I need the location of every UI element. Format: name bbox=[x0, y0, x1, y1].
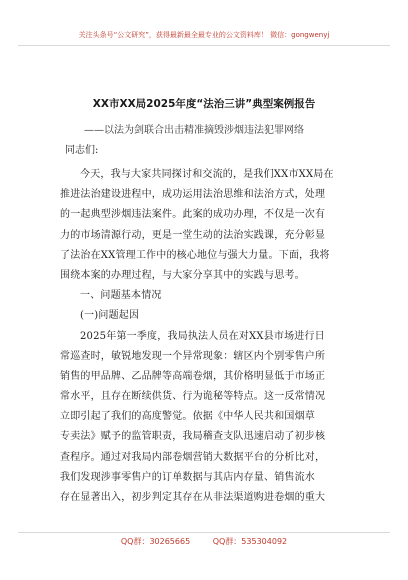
body-line: 专卖法》赋予的监管职责，我局稽查支队迅速启动了初步核 bbox=[60, 431, 326, 443]
body-line: 常水平，且存在断续供货、行为诡秘等特点。这一反常情况 bbox=[60, 391, 326, 403]
salutation: 同志们: bbox=[65, 145, 99, 156]
body-line: 围绕本案的办理过程，与大家分享其中的实践与思考。 bbox=[60, 269, 305, 281]
body-line: 的一起典型涉烟违法案件。此案的成功办理，不仅是一次有 bbox=[60, 209, 326, 221]
body-line: 我们发现涉事零售户的订单数据与其店内存量、销售流水 bbox=[60, 471, 315, 483]
body-line: 一、问题基本情况 bbox=[80, 290, 162, 302]
header-divider bbox=[18, 45, 390, 46]
body-line: 存在显著出入，初步判定其存在从非法渠道购进卷烟的重大 bbox=[60, 492, 326, 503]
body-line: (一)问题起因 bbox=[80, 310, 140, 322]
footer bbox=[0, 536, 408, 547]
footer-divider bbox=[18, 532, 390, 533]
body-line: 立即引起了我们的高度警觉。依据《中华人民共和国烟草 bbox=[60, 411, 315, 423]
document-body bbox=[60, 165, 360, 508]
body-line: 力的市场清源行动，更是一堂生动的法治实践课，充分彰显 bbox=[60, 229, 326, 241]
body-line: 今天，我与大家共同探讨和交流的，是我们XX市XX局在 bbox=[80, 169, 334, 180]
header-banner[interactable]: 关注头条号“公文研究”，获得最新最全最专业的公文资料库！ 微信：gongwenyj bbox=[78, 31, 330, 39]
footer-qq-group-1[interactable]: QQ群：30265665 bbox=[120, 537, 191, 546]
document-subtitle: ——以法为剑联合出击精准摘毁涉烟违法犯罪网络 bbox=[84, 125, 304, 136]
body-line: 销售的甲品牌、乙品牌等高端卷烟，其价格明显低于市场正 bbox=[60, 370, 326, 382]
body-line: 了法治在XX管理工作中的核心地位与强大力量。下面，我将 bbox=[60, 249, 330, 261]
body-line: 推进法治建设进程中，成功运用法治思维和法治方式，处理 bbox=[60, 189, 326, 201]
body-line: 2025年第一季度，我局执法人员在对XX县市场进行日 bbox=[80, 330, 325, 342]
footer-qq-group-2[interactable]: QQ群：535304092 bbox=[212, 537, 288, 546]
body-line: 常巡查时，敏锐地发现一个异常现象：辖区内个别零售户所 bbox=[60, 350, 326, 362]
document-title: XX市XX局2025年度“法治三讲”典型案例报告 bbox=[92, 98, 316, 110]
body-line: 查程序。通过对我局内部卷烟营销大数据平台的分析比对， bbox=[60, 451, 326, 463]
